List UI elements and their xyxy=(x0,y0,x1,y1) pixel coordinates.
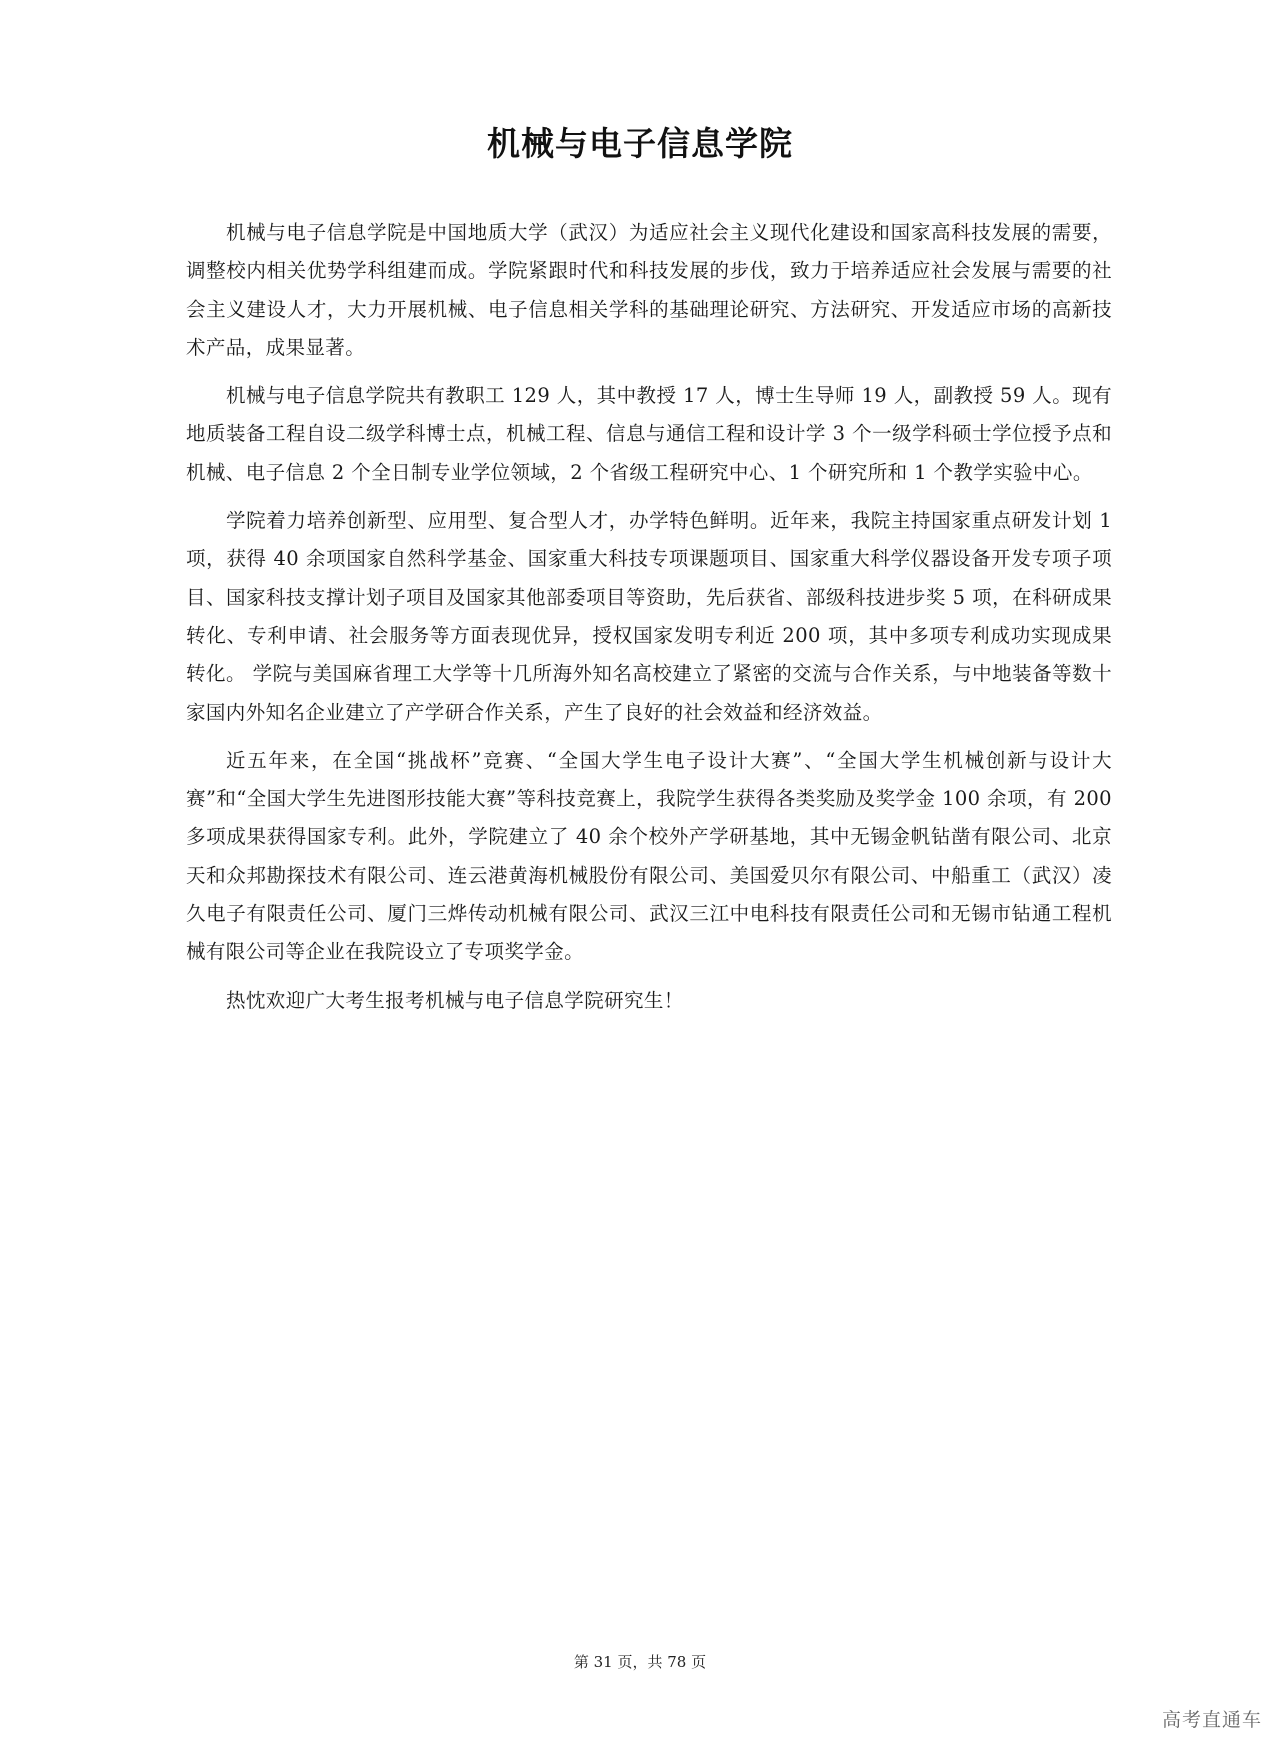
paragraph-faculty: 机械与电子信息学院共有教职工 129 人，其中教授 17 人，博士生导师 19 人，副教授 59 人。现有地质装备工程自设二级学科博士点，机械工程、信息与通信工程和设计学 3 个一级学科硕士学位授予点和机械、电子信息 2 个全日制专业学位领域，2 个省级工程研究中心、1 个研究所和 1 个教学实验中心。 xyxy=(186,384,1112,484)
watermark-label: 高考直通车 xyxy=(1161,1709,1262,1731)
paragraph-welcome: 热忱欢迎广大考生报考机械与电子信息学院研究生！ xyxy=(226,988,684,1012)
paragraph-achievements: 近五年来，在全国“挑战杯”竞赛、“全国大学生电子设计大赛”、“全国大学生机械创新与设计大赛”和“全国大学生先进图形技能大赛”等科技竞赛上，我院学生获得各类奖励及奖学金 100 余项，有 200 多项成果获得国家专利。此外，学院建立了 40 余个校外产学研基地，其中无锡金帆钻凿有限公司、北京天和众邦勘探技术有限公司、连云港黄海机械股份有限公司、美国爱贝尔有限公司、中船重工（武汉）凌久电子有限责任公司、厦门三烨传动机械有限公司、武汉三江中电科技有限责任公司和无锡市钻通工程机械有限公司等企业在我院设立了专项奖学金。 xyxy=(186,748,1112,964)
page-title: 机械与电子信息学院 xyxy=(487,124,793,163)
document-body xyxy=(186,214,1112,1030)
page-number-footer: 第 31 页，共 78 页 xyxy=(573,1653,707,1671)
paragraph-intro: 机械与电子信息学院是中国地质大学（武汉）为适应社会主义现代化建设和国家高科技发展的需要，调整校内相关优势学科组建而成。学院紧跟时代和科技发展的步伐，致力于培养适应社会发展与需要的社会主义建设人才，大力开展机械、电子信息相关学科的基础理论研究、方法研究、开发适应市场的高新技术产品，成果显著。 xyxy=(186,221,1112,359)
paragraph-research: 学院着力培养创新型、应用型、复合型人才，办学特色鲜明。近年来，我院主持国家重点研发计划 1 项，获得 40 余项国家自然科学基金、国家重大科技专项课题项目、国家重大科学仪器设备开发专项子项目、国家科技支撑计划子项目及国家其他部委项目等资助，先后获省、部级科技进步奖 5 项，在科研成果转化、专利申请、社会服务等方面表现优异，授权国家发明专利近 200 项，其中多项专利成功实现成果转化。 学院与美国麻省理工大学等十几所海外知名高校建立了紧密的交流与合作关系，与中地装备等数十家国内外知名企业建立了产学研合作关系，产生了良好的社会效益和经济效益。 xyxy=(186,509,1112,724)
